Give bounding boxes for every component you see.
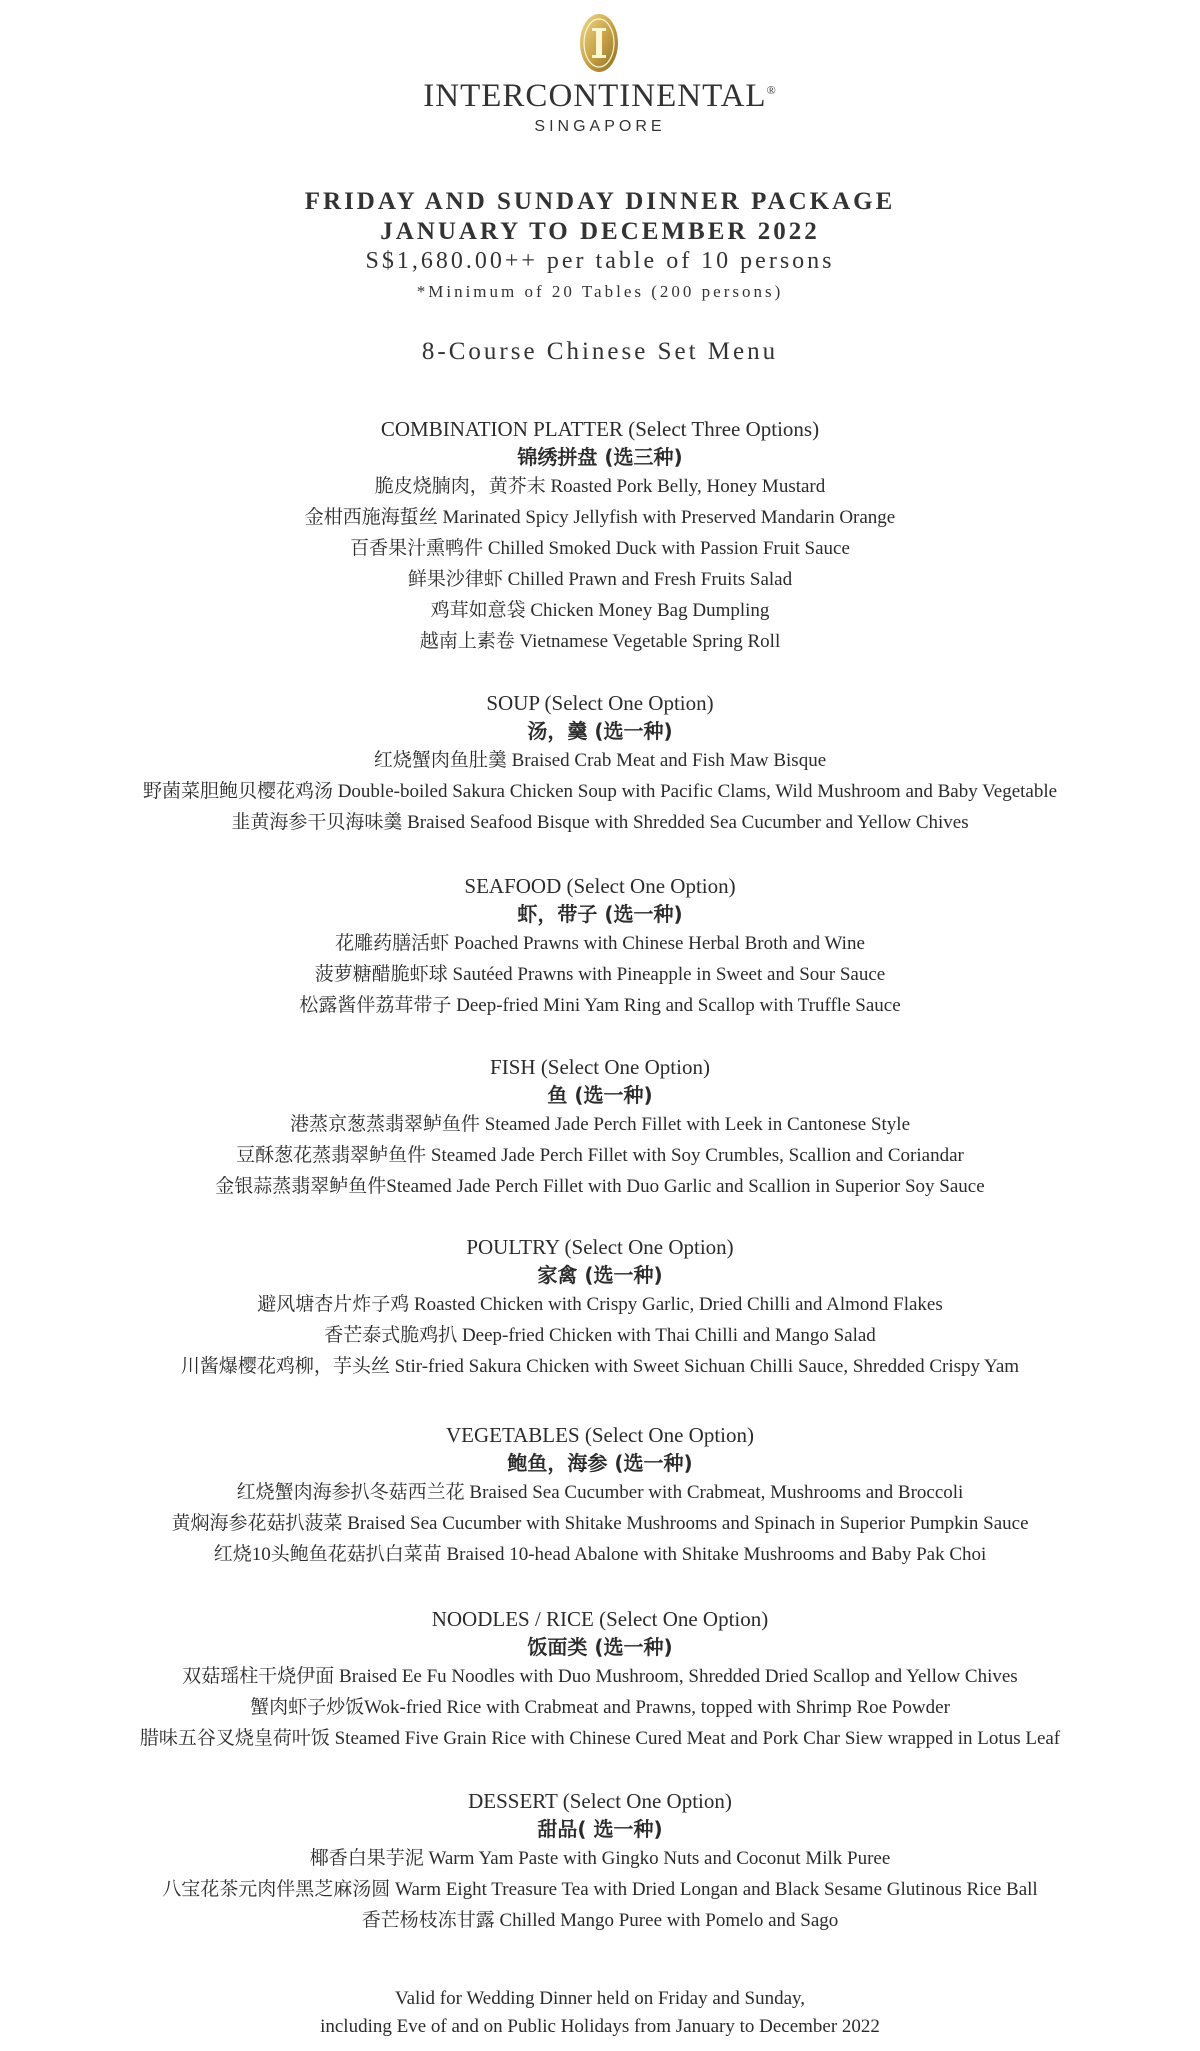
menu-item: 金银蒜蒸翡翠鲈鱼件Steamed Jade Perch Fillet with Duo Garlic and Scallion in Superior Soy Sauce — [215, 1176, 985, 1197]
section-title-cn: 汤，羹 (选一种) — [527, 719, 673, 743]
menu-item: 双菇瑶柱干烧伊面 Braised Ee Fu Noodles with Duo Mushroom, Shredded Dried Scallop and Yellow Chives — [182, 1666, 1018, 1687]
menu-item: 松露酱伴荔茸带子 Deep-fried Mini Yam Ring and Scallop with Truffle Sauce — [299, 995, 901, 1016]
section-title: VEGETABLES (Select One Option) — [445, 1423, 754, 1447]
menu-item: 八宝花茶元肉伴黑芝麻汤圆 Warm Eight Treasure Tea with Dried Longan and Black Sesame Glutinous Rice Ball — [162, 1879, 1038, 1900]
package-title: FRIDAY AND SUNDAY DINNER PACKAGE — [304, 188, 896, 215]
package-period: JANUARY TO DECEMBER 2022 — [380, 218, 820, 245]
section-title-cn: 锦绣拼盘 (选三种) — [517, 445, 683, 469]
menu-item: 越南上素卷 Vietnamese Vegetable Spring Roll — [419, 631, 781, 652]
menu-item: 红烧蟹肉海参扒冬菇西兰花 Braised Sea Cucumber with Crabmeat, Mushrooms and Broccoli — [236, 1482, 964, 1503]
menu-item: 香芒泰式脆鸡扒 Deep-fried Chicken with Thai Chilli and Mango Salad — [324, 1325, 876, 1346]
section-title-cn: 虾，带子 (选一种) — [517, 902, 683, 926]
menu-item: 港蒸京葱蒸翡翠鲈鱼件 Steamed Jade Perch Fillet with Leek in Cantonese Style — [289, 1114, 911, 1135]
section-soup — [0, 689, 1200, 838]
validity-line-2: including Eve of and on Public Holidays from January to December 2022 — [320, 2016, 880, 2037]
menu-item: 避风塘杏片炸子鸡 Roasted Chicken with Crispy Garlic, Dried Chilli and Almond Flakes — [257, 1294, 943, 1315]
brand-city: SINGAPORE — [534, 118, 666, 135]
section-title-cn: 家禽 (选一种) — [537, 1263, 663, 1287]
menu-item: 花雕药膳活虾 Poached Prawns with Chinese Herbal Broth and Wine — [335, 933, 865, 954]
brand-wordmark: INTERCONTINENTAL — [423, 78, 767, 114]
section-title: POULTRY (Select One Option) — [466, 1235, 734, 1259]
menu-item: 香芒杨枝冻甘露 Chilled Mango Puree with Pomelo and Sago — [361, 1910, 839, 1931]
menu-item: 腊味五谷叉烧皇荷叶饭 Steamed Five Grain Rice with Chinese Cured Meat and Pork Char Siew wrapped in Lotus Leaf — [139, 1728, 1061, 1749]
registered-mark: ® — [766, 83, 777, 97]
menu-item: 椰香白果芋泥 Warm Yam Paste with Gingko Nuts and Coconut Milk Puree — [309, 1848, 891, 1869]
section-title: SOUP (Select One Option) — [486, 691, 714, 715]
section-poultry — [0, 1233, 1200, 1382]
menu-item: 脆皮烧腩肉，黄芥末 Roasted Pork Belly, Honey Mustard — [374, 476, 826, 497]
menu-item: 菠萝糖醋脆虾球 Sautéed Prawns with Pineapple in Sweet and Sour Sauce — [314, 964, 886, 985]
validity-line-1: Valid for Wedding Dinner held on Friday and Sunday, — [394, 1988, 806, 2009]
intercontinental-logo-icon — [578, 12, 620, 74]
menu-item: 黄焖海参花菇扒菠菜 Braised Sea Cucumber with Shitake Mushrooms and Spinach in Superior Pumpkin Sauce — [171, 1513, 1029, 1534]
section-seafood — [0, 872, 1200, 1021]
package-price: S$1,680.00++ per table of 10 persons — [365, 248, 835, 274]
menu-item: 鲜果沙律虾 Chilled Prawn and Fresh Fruits Salad — [407, 569, 793, 590]
section-title-cn: 鲍鱼，海参 (选一种) — [507, 1451, 693, 1475]
section-dessert — [0, 1787, 1200, 1936]
menu-item: 韭黄海参干贝海味羹 Braised Seafood Bisque with Shredded Sea Cucumber and Yellow Chives — [231, 812, 969, 833]
section-title: FISH (Select One Option) — [490, 1055, 710, 1079]
menu-item: 金柑西施海蜇丝 Marinated Spicy Jellyfish with Preserved Mandarin Orange — [304, 507, 896, 528]
menu-item: 川酱爆樱花鸡柳，芋头丝 Stir-fried Sakura Chicken with Sweet Sichuan Chilli Sauce, Shredded Crispy Yam — [180, 1356, 1020, 1377]
section-title-cn: 鱼 (选一种) — [547, 1083, 653, 1107]
section-title: NOODLES / RICE (Select One Option) — [431, 1607, 769, 1631]
package-minimum: *Minimum of 20 Tables (200 persons) — [416, 282, 784, 301]
menu-item: 蟹肉虾子炒饭Wok-fried Rice with Crabmeat and Prawns, topped with Shrimp Roe Powder — [250, 1697, 950, 1718]
section-title: COMBINATION PLATTER (Select Three Options) — [380, 417, 820, 441]
section-fish — [0, 1053, 1200, 1202]
section-noodles-rice — [0, 1605, 1200, 1754]
menu-item: 野菌菜胆鲍贝樱花鸡汤 Double-boiled Sakura Chicken Soup with Pacific Clams, Wild Mushroom and Baby Vegetable — [142, 781, 1058, 802]
section-title-cn: 饭面类 (选一种) — [527, 1635, 673, 1659]
menu-title: 8-Course Chinese Set Menu — [421, 338, 779, 365]
brand-name — [0, 78, 1200, 115]
menu-item: 百香果汁熏鸭件 Chilled Smoked Duck with Passion Fruit Sauce — [350, 538, 850, 559]
validity-note — [0, 1985, 1200, 2041]
section-title: SEAFOOD (Select One Option) — [464, 874, 736, 898]
menu-item: 红烧蟹肉鱼肚羹 Braised Crab Meat and Fish Maw Bisque — [373, 750, 827, 771]
menu-item: 豆酥葱花蒸翡翠鲈鱼件 Steamed Jade Perch Fillet with Soy Crumbles, Scallion and Coriandar — [236, 1145, 964, 1166]
menu-item: 鸡茸如意袋 Chicken Money Bag Dumpling — [430, 600, 770, 621]
menu-item: 红烧10头鲍鱼花菇扒白菜苗 Braised 10-head Abalone with Shitake Mushrooms and Baby Pak Choi — [213, 1544, 987, 1565]
section-vegetables — [0, 1421, 1200, 1570]
section-title: DESSERT (Select One Option) — [468, 1789, 732, 1813]
section-combination-platter — [0, 415, 1200, 657]
section-title-cn: 甜品( 选一种) — [537, 1817, 663, 1841]
